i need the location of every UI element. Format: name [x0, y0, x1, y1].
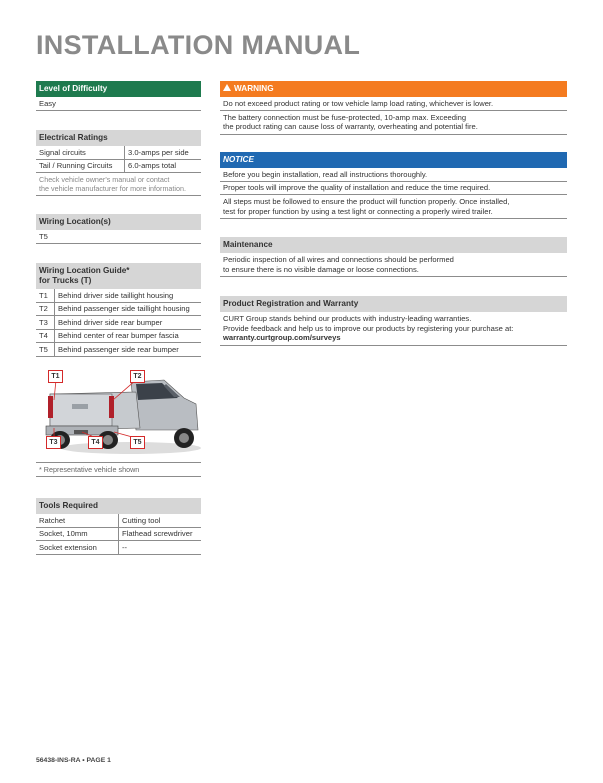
electrical-label: Signal circuits — [36, 146, 125, 159]
table-row — [36, 527, 201, 541]
notice-line: All steps must be followed to ensure the product will function properly. Once installed, — [223, 197, 510, 206]
tool-cell: Ratchet — [36, 514, 119, 527]
electrical-value: 3.0-amps per side — [125, 146, 202, 159]
maintenance-section — [220, 237, 567, 277]
tag-t5: T5 — [130, 436, 145, 449]
warning-line: the product rating can cause loss of warranty, overheating and potential fire. — [223, 122, 478, 131]
registration-section — [220, 296, 567, 346]
tool-cell: Socket, 10mm — [36, 527, 119, 541]
location-code: T4 — [36, 329, 55, 343]
table-row — [36, 159, 201, 173]
vehicle-caption-wrap — [36, 462, 201, 477]
warning-icon — [223, 84, 231, 91]
difficulty-header: Level of Difficulty — [36, 81, 201, 97]
electrical-value: 6.0-amps total — [125, 159, 202, 173]
wiring-guide-header-line: Wiring Location Guide* — [39, 266, 130, 275]
location-code: T5 — [36, 343, 55, 357]
wiring-location-section — [36, 214, 201, 244]
electrical-section — [36, 130, 201, 196]
table-row — [36, 316, 201, 330]
registration-line: CURT Group stands behind our products with industry-leading warranties. — [223, 314, 472, 323]
table-row — [36, 302, 201, 316]
maintenance-line: to ensure there is no visible damage or loose connections. — [223, 264, 419, 274]
vehicle-illustration — [36, 360, 201, 460]
location-text: Behind passenger side taillight housing — [55, 302, 202, 316]
table-row — [36, 329, 201, 343]
vehicle-caption: * Representative vehicle shown — [36, 462, 201, 477]
location-code: T2 — [36, 302, 55, 316]
tool-cell: Socket extension — [36, 541, 119, 555]
tag-t1: T1 — [48, 370, 63, 383]
tag-t3: T3 — [46, 436, 61, 449]
electrical-header: Electrical Ratings — [36, 130, 201, 146]
location-code: T3 — [36, 316, 55, 330]
electrical-note — [36, 173, 201, 196]
wiring-location-header: Wiring Location(s) — [36, 214, 201, 230]
notice-section — [220, 152, 567, 219]
table-row — [36, 146, 201, 159]
warning-section — [220, 81, 567, 135]
maintenance-paragraph — [220, 253, 567, 277]
tools-section — [36, 498, 201, 555]
notice-line: Proper tools will improve the quality of installation and reduce the time required. — [220, 182, 567, 196]
location-text: Behind driver side rear bumper — [55, 316, 202, 330]
tool-cell: -- — [119, 541, 202, 555]
location-text: Behind center of rear bumper fascia — [55, 329, 202, 343]
warranty-link[interactable]: warranty.curtgroup.com/surveys — [223, 333, 341, 342]
registration-header: Product Registration and Warranty — [220, 296, 567, 312]
warning-line: The battery connection must be fuse-protected, 10-amp max. Exceeding — [223, 112, 467, 122]
notice-line: Before you begin installation, read all instructions thoroughly. — [220, 168, 567, 182]
warning-header-label: WARNING — [234, 84, 274, 93]
tool-cell: Cutting tool — [119, 514, 202, 527]
tools-header: Tools Required — [36, 498, 201, 514]
notice-line: test for proper function by using a test light or connecting a properly wired trailer. — [223, 206, 493, 216]
maintenance-line: Periodic inspection of all wires and connections should be performed — [223, 255, 454, 264]
warning-paragraph — [220, 111, 567, 135]
wiring-location-value: T5 — [36, 230, 201, 244]
registration-line: Provide feedback and help us to improve our products by registering your purchase at: — [223, 323, 514, 333]
page-title: INSTALLATION MANUAL — [36, 30, 361, 60]
location-text: Behind passenger side rear bumper — [55, 343, 202, 357]
difficulty-section — [36, 81, 201, 111]
wiring-guide-header-line: for Trucks (T) — [39, 276, 92, 285]
notice-header: NOTICE — [220, 152, 567, 168]
table-row — [36, 514, 201, 527]
note-line: the vehicle manufacturer for more information. — [39, 184, 187, 193]
difficulty-value: Easy — [36, 97, 201, 111]
note-line: Check vehicle owner's manual or contact — [39, 175, 170, 184]
tools-table — [36, 514, 201, 555]
page-footer: 56438-INS-RA • PAGE 1 — [36, 757, 111, 764]
wiring-guide-section — [36, 263, 201, 357]
wiring-guide-header — [36, 263, 201, 289]
location-text: Behind driver side taillight housing — [55, 289, 202, 302]
electrical-table — [36, 146, 201, 173]
table-row — [36, 541, 201, 555]
location-code: T1 — [36, 289, 55, 302]
electrical-label: Tail / Running Circuits — [36, 159, 125, 173]
wiring-guide-table — [36, 289, 201, 357]
maintenance-header: Maintenance — [220, 237, 567, 253]
warning-line: Do not exceed product rating or tow vehicle lamp load rating, whichever is lower. — [220, 97, 567, 111]
warning-header — [220, 81, 567, 97]
table-row — [36, 289, 201, 302]
table-row — [36, 343, 201, 357]
tag-t4: T4 — [88, 436, 103, 449]
notice-paragraph — [220, 195, 567, 219]
tool-cell: Flathead screwdriver — [119, 527, 202, 541]
tag-t2: T2 — [130, 370, 145, 383]
registration-paragraph — [220, 312, 567, 346]
